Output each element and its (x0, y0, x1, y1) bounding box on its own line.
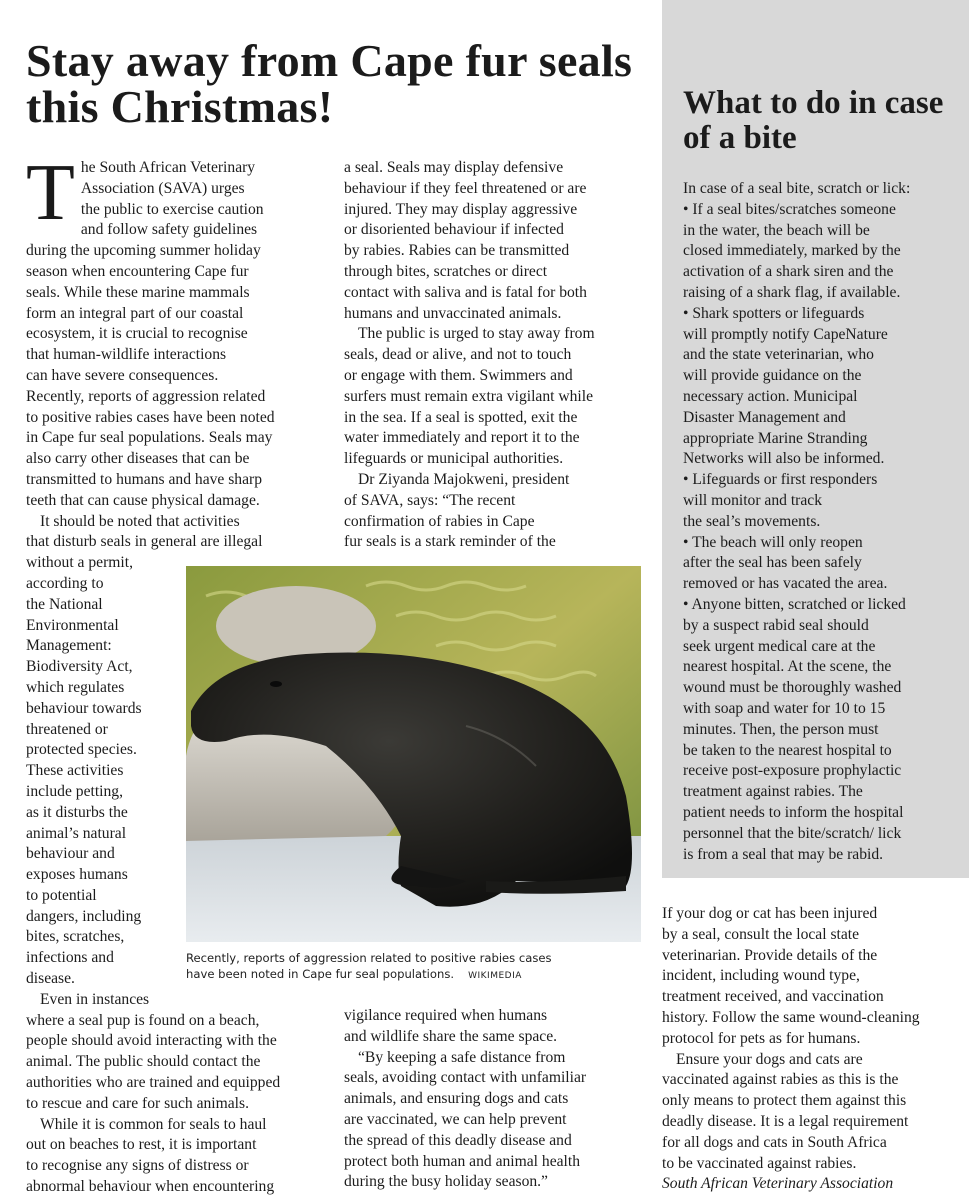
text-line: animals, and ensuring dogs and cats (344, 1090, 569, 1108)
text-line: in the water, the beach will be (683, 221, 870, 239)
drop-cap: T (26, 149, 75, 237)
text-line: necessary action. Municipal (683, 387, 858, 405)
text-line: during the upcoming summer holiday (26, 242, 261, 260)
text-line: where a seal pup is found on a beach, (26, 1011, 260, 1029)
text-line: seals, avoiding contact with unfamiliar (344, 1069, 587, 1087)
text-line: In case of a seal bite, scratch or lick: (683, 180, 911, 197)
text-line: confirmation of rabies in Cape (344, 512, 535, 530)
text-line: personnel that the bite/scratch/ lick (683, 824, 902, 842)
text-line: will promptly notify CapeNature (683, 325, 888, 343)
text-line: for all dogs and cats in South Africa (662, 1133, 887, 1151)
text-line: as it disturbs the (26, 803, 128, 821)
text-line: lifeguards or municipal authorities. (344, 450, 564, 468)
paragraph-8 (344, 1006, 644, 1048)
text-line: Ensure your dogs and cats are (676, 1050, 863, 1068)
paragraph-9 (344, 1048, 644, 1194)
text-line: fur seals is a stark reminder of the (344, 533, 556, 551)
text-line: ecosystem, it is crucial to recognise (26, 325, 248, 343)
text-line: the spread of this deadly disease and (344, 1131, 572, 1149)
text-line: seek urgent medical care at the (683, 637, 876, 655)
text-line: only means to protect them against this (662, 1092, 907, 1110)
text-line: that human-wildlife interactions (26, 346, 227, 364)
text-line: to potential (26, 886, 97, 904)
article-title: Stay away from Cape fur seals this Christmas! (26, 35, 633, 132)
text-line: which regulates (26, 678, 125, 696)
text-line: abnormal behaviour when encountering (26, 1178, 275, 1196)
caption-line-1: Recently, reports of aggression related to positive rabies cases (186, 951, 552, 965)
text-line: behaviour towards (26, 699, 142, 717)
text-line: humans and unvaccinated animals. (344, 304, 562, 322)
paragraph-10 (662, 904, 962, 1050)
text-line: vaccinated against rabies as this is the (662, 1071, 899, 1089)
text-line: removed or has vacated the area. (683, 575, 888, 593)
text-line: are vaccinated, we can help prevent (344, 1110, 567, 1128)
paragraph-7 (344, 470, 644, 553)
text-line: disease. (26, 970, 75, 988)
text-line: • Shark spotters or lifeguards (683, 304, 865, 322)
text-line: treatment against rabies. The (683, 783, 863, 801)
text-line: to be vaccinated against rabies. (662, 1154, 857, 1172)
text-line: “By keeping a safe distance from (358, 1048, 566, 1066)
text-line: behaviour and (26, 845, 115, 863)
text-line: or engage with them. Swimmers and (344, 366, 573, 384)
text-line: raising of a shark flag, if available. (683, 283, 901, 301)
text-line: behaviour if they feel threatened or are (344, 179, 587, 197)
text-line: receive post-exposure prophylactic (683, 762, 902, 780)
sidebar-list (683, 179, 967, 865)
paragraph-1 (26, 241, 326, 511)
text-line: treatment received, and vaccination (662, 988, 884, 1006)
caption-line-2: have been noted in Cape fur seal populations. WIKIMEDIA (186, 967, 522, 981)
text-line: contact with saliva and is fatal for both (344, 283, 587, 301)
text-line: infections and (26, 949, 114, 967)
text-line: protect both human and animal health (344, 1152, 581, 1170)
photo-credit: WIKIMEDIA (468, 971, 522, 981)
text-line: Networks will also be informed. (683, 450, 885, 468)
photo-caption (186, 950, 646, 984)
text-line: and the state veterinarian, who (683, 346, 874, 364)
text-line: threatened or (26, 720, 108, 738)
text-line: deadly disease. It is a legal requirement (662, 1112, 909, 1130)
text-line: or disoriented behaviour if infected (344, 221, 564, 239)
text-line: wound must be thoroughly washed (683, 679, 902, 697)
sidebar-body (683, 179, 967, 865)
seal-photo (186, 566, 641, 942)
text-line: according to (26, 574, 104, 592)
text-line: to recognise any signs of distress or (26, 1157, 249, 1175)
text-line: Biodiversity Act, (26, 658, 133, 676)
text-line: animal. The public should contact the (26, 1053, 261, 1071)
text-line: in Cape fur seal populations. Seals may (26, 429, 273, 447)
text-line: seals, dead or alive, and not to touch (344, 346, 572, 364)
text-line: protocol for pets as for humans. (662, 1029, 861, 1047)
text-line: by a seal, consult the local state (662, 925, 860, 943)
text-line: Environmental (26, 616, 119, 634)
text-line: people should avoid interacting with the (26, 1032, 277, 1050)
text-line: out on beaches to rest, it is important (26, 1136, 257, 1154)
text-line: through bites, scratches or direct (344, 262, 548, 280)
paragraph-11 (662, 1050, 962, 1175)
text-line: If your dog or cat has been injured (662, 905, 878, 922)
paragraph-6 (344, 324, 644, 470)
text-line: animal’s natural (26, 824, 127, 842)
text-line: Management: (26, 637, 112, 655)
text-line: bites, scratches, (26, 928, 125, 946)
text-line: season when encountering Cape fur (26, 262, 249, 280)
text-line: activation of a shark siren and the (683, 263, 894, 281)
text-line: history. Follow the same wound-cleaning (662, 1008, 920, 1026)
text-line: protected species. (26, 741, 137, 759)
text-line: without a permit, (26, 554, 133, 572)
text-line: of SAVA, says: “The recent (344, 491, 516, 509)
text-line: include petting, (26, 782, 124, 800)
text-line: transmitted to humans and have sharp (26, 470, 263, 488)
text-line: to rescue and care for such animals. (26, 1094, 249, 1112)
paragraph-3 (26, 990, 326, 1115)
text-line: Dr Ziyanda Majokweni, president (358, 470, 570, 488)
text-line: dangers, including (26, 907, 142, 925)
text-line: can have severe consequences. (26, 366, 219, 384)
paragraph-5 (344, 158, 644, 324)
text-line: also carry other diseases that can be (26, 450, 250, 468)
column-3-bottom (662, 904, 962, 1195)
text-line: will monitor and track (683, 491, 823, 509)
sidebar-title: What to do in case of a bite (683, 85, 944, 156)
text-line: to positive rabies cases have been noted (26, 408, 275, 426)
text-line: The public is urged to stay away from (358, 325, 595, 343)
text-line: seals. While these marine mammals (26, 283, 250, 301)
text-line: vigilance required when humans (344, 1007, 548, 1024)
text-line: form an integral part of our coastal (26, 304, 244, 322)
text-line: closed immediately, marked by the (683, 242, 901, 260)
text-line: minutes. Then, the person must (683, 720, 879, 738)
signature: South African Veterinary Association (662, 1175, 894, 1193)
text-line: authorities who are trained and equipped (26, 1074, 281, 1092)
text-line: surfers must remain extra vigilant while (344, 387, 593, 405)
text-line: teeth that can cause physical damage. (26, 491, 260, 509)
text-line: exposes humans (26, 866, 128, 884)
text-line: nearest hospital. At the scene, the (683, 658, 892, 676)
text-line: and wildlife share the same space. (344, 1027, 558, 1045)
paragraph-4 (26, 1115, 326, 1198)
text-line: the seal’s movements. (683, 512, 821, 530)
text-line: be taken to the nearest hospital to (683, 741, 892, 759)
text-line: • Anyone bitten, scratched or licked (683, 595, 906, 613)
text-line: water immediately and report it to the (344, 429, 580, 447)
text-line: and follow safety guidelines (80, 221, 258, 239)
column-2-bottom (344, 1006, 644, 1193)
text-line: will provide guidance on the (683, 367, 862, 385)
text-line: the public to exercise caution (80, 200, 264, 218)
text-line: by a suspect rabid seal should (683, 616, 869, 634)
text-line: Disaster Management and (683, 408, 846, 426)
text-line: is from a seal that may be rabid. (683, 845, 884, 863)
text-line: the National (26, 595, 103, 613)
text-line: • If a seal bites/scratches someone (683, 200, 896, 218)
text-line: While it is common for seals to haul (40, 1115, 267, 1133)
text-line: in the sea. If a seal is spotted, exit the (344, 408, 578, 426)
text-line: during the busy holiday season.” (344, 1173, 548, 1191)
column-2-top (344, 158, 644, 553)
text-line: appropriate Marine Stranding (683, 429, 868, 447)
text-line: • Lifeguards or first responders (683, 471, 878, 489)
text-line: Even in instances (40, 990, 150, 1008)
text-line: • The beach will only reopen (683, 533, 863, 551)
text-line: It should be noted that activities (40, 512, 240, 530)
text-line: Recently, reports of aggression related (26, 387, 266, 405)
text-line: incident, including wound type, (662, 967, 860, 985)
text-line: with soap and water for 10 to 15 (683, 699, 886, 717)
text-line: he South African Veterinary (80, 159, 256, 176)
text-line: injured. They may display aggressive (344, 200, 578, 218)
text-line: patient needs to inform the hospital (683, 803, 904, 821)
text-line: These activities (26, 762, 124, 780)
text-line: by rabies. Rabies can be transmitted (344, 242, 570, 260)
text-line: after the seal has been safely (683, 554, 862, 572)
text-line: that disturb seals in general are illegal (26, 533, 263, 551)
text-line: a seal. Seals may display defensive (344, 159, 564, 176)
text-line: Association (SAVA) urges (80, 179, 245, 197)
text-line: veterinarian. Provide details of the (662, 946, 878, 964)
